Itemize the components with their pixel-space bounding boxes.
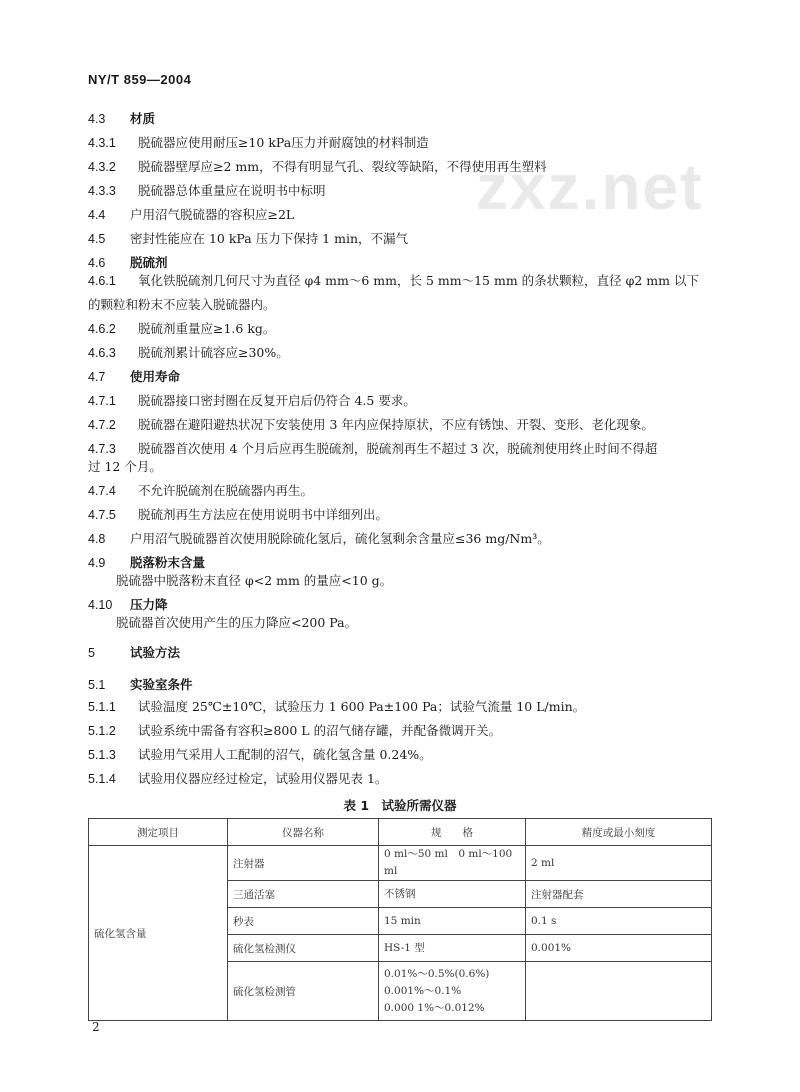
clause-number: 4.6.1 xyxy=(88,274,116,288)
spec-cell xyxy=(379,846,526,881)
paragraph-line xyxy=(88,531,550,547)
clause-text: 过 12 个月。 xyxy=(88,459,162,474)
spec-line: 不锈钢 xyxy=(384,887,416,900)
section-heading xyxy=(88,677,193,693)
clause-number: 4.3.3 xyxy=(88,184,116,198)
precision-cell: 注射器配套 xyxy=(526,881,712,908)
spec-line: 15 min xyxy=(384,914,421,927)
precision-cell: 0.1 s xyxy=(526,908,712,935)
clause-number: 4.7.5 xyxy=(88,508,116,522)
header-cell: 测定项目 xyxy=(89,819,228,846)
clause-number: 5.1.1 xyxy=(88,700,116,714)
clause-number: 4.6 xyxy=(88,256,106,270)
instrument-name-cell: 硫化氢检测管 xyxy=(228,962,379,1021)
clause-text: 脱硫剂 xyxy=(130,255,168,270)
clause-text: 试验用气采用人工配制的沼气，硫化氢含量 0.24%。 xyxy=(138,747,432,762)
clause-text: 密封性能应在 10 kPa 压力下保持 1 min，不漏气 xyxy=(130,231,409,246)
clause-text: 脱硫器壁厚应≥2 mm，不得有明显气孔、裂纹等缺陷，不得使用再生塑料 xyxy=(138,159,547,174)
clause-text: 试验系统中需备有容积≥800 L 的沼气储存罐，并配备微调开关。 xyxy=(138,723,502,738)
spec-line: 0.000 1%～0.012% xyxy=(384,1001,485,1014)
paragraph-line xyxy=(88,459,162,475)
paragraph-line xyxy=(88,273,699,289)
page-number: 2 xyxy=(92,1020,100,1034)
clause-text: 的颗粒和粉末不应装入脱硫器内。 xyxy=(88,297,276,312)
paragraph-line xyxy=(116,615,357,631)
clause-text: 脱硫器首次使用产生的压力降应<200 Pa。 xyxy=(116,615,358,630)
header-cell: 仪器名称 xyxy=(228,819,379,846)
clause-text: 不允许脱硫剂在脱硫器内再生。 xyxy=(138,483,314,498)
clause-number: 5.1.3 xyxy=(88,748,116,762)
table-header-row xyxy=(89,819,712,846)
header-cell: 精度或最小刻度 xyxy=(526,819,712,846)
clause-text: 户用沼气脱硫器的容积应≥2L xyxy=(130,207,295,222)
clause-text: 氧化铁脱硫剂几何尺寸为直径 φ4 mm～6 mm，长 5 mm～15 mm 的条状颗粒，直径 φ2 mm 以下 xyxy=(138,273,699,288)
paragraph-line xyxy=(88,771,387,787)
instrument-name-cell: 硫化氢检测仪 xyxy=(228,935,379,962)
instrument-name-cell: 秒表 xyxy=(228,908,379,935)
paragraph-line xyxy=(88,345,289,361)
clause-number: 4.6.3 xyxy=(88,346,116,360)
paragraph-line xyxy=(88,183,326,199)
clause-number: 4.8 xyxy=(88,532,106,546)
clause-number: 4.7.2 xyxy=(88,418,116,432)
clause-text: 材质 xyxy=(130,111,156,126)
clause-text: 脱硫剂重量应≥1.6 kg。 xyxy=(138,321,276,336)
clause-number: 4.6.2 xyxy=(88,322,116,336)
clause-number: 4.4 xyxy=(88,208,106,222)
section-heading xyxy=(88,597,168,613)
spec-cell xyxy=(379,935,526,962)
spec-line: 0.01%～0.5%(0.6%) xyxy=(384,967,490,980)
clause-text: 脱硫器总体重量应在说明书中标明 xyxy=(138,183,326,198)
clause-number: 5 xyxy=(88,646,95,660)
section-heading xyxy=(88,555,205,571)
clause-text: 脱硫剂累计硫容应≥30%。 xyxy=(138,345,289,360)
paragraph-line xyxy=(88,483,313,499)
spec-line: HS-1 型 xyxy=(384,941,425,954)
section-heading xyxy=(88,645,180,661)
clause-number: 4.5 xyxy=(88,232,106,246)
section-heading xyxy=(88,111,155,127)
clause-text: 脱硫器在避阳避热状况下安装使用 3 年内应保持原状，不应有锈蚀、开裂、变形、老化现象。 xyxy=(138,417,654,432)
instrument-name-cell: 三通活塞 xyxy=(228,881,379,908)
clause-text: 实验室条件 xyxy=(130,677,193,692)
clause-text: 脱硫器首次使用 4 个月后应再生脱硫剂，脱硫剂再生不超过 3 次，脱硫剂使用终止时间不得超 xyxy=(138,441,658,456)
clause-text: 试验方法 xyxy=(130,645,181,660)
spec-cell xyxy=(379,881,526,908)
paragraph-line xyxy=(88,159,547,175)
clause-number: 5.1.2 xyxy=(88,724,116,738)
instrument-table xyxy=(88,818,712,1021)
paragraph-line xyxy=(88,507,388,523)
clause-text: 试验温度 25℃±10℃，试验压力 1 600 Pa±100 Pa；试验气流量 10 L/min。 xyxy=(138,699,586,714)
spec-cell xyxy=(379,962,526,1021)
paragraph-line xyxy=(88,441,657,457)
spec-line: 0.001%～0.1% xyxy=(384,984,462,997)
table-row xyxy=(89,846,712,881)
measure-item-cell: 硫化氢含量 xyxy=(89,846,228,1021)
precision-cell: 0.001% xyxy=(526,935,712,962)
clause-number: 5.1 xyxy=(88,678,106,692)
clause-text: 使用寿命 xyxy=(130,369,181,384)
clause-text: 脱硫器中脱落粉末直径 φ<2 mm 的量应<10 g。 xyxy=(116,573,393,588)
paragraph-line xyxy=(88,231,408,247)
spec-cell xyxy=(379,908,526,935)
clause-text: 户用沼气脱硫器首次使用脱除硫化氢后，硫化氢剩余含量应≤36 mg/Nm³。 xyxy=(130,531,550,546)
clause-number: 4.3 xyxy=(88,112,106,126)
clause-number: 4.3.1 xyxy=(88,136,116,150)
precision-cell xyxy=(526,962,712,1021)
clause-text: 试验用仪器应经过检定，试验用仪器见表 1。 xyxy=(138,771,388,786)
clause-number: 4.10 xyxy=(88,598,113,612)
paragraph-line xyxy=(88,747,432,763)
paragraph-line xyxy=(88,321,275,337)
clause-number: 4.7.4 xyxy=(88,484,116,498)
paragraph-line xyxy=(88,699,585,715)
watermark: zxz.net xyxy=(476,151,704,223)
clause-text: 脱硫器接口密封圈在反复开启后仍符合 4.5 要求。 xyxy=(138,393,416,408)
table-caption: 表 1 试验所需仪器 xyxy=(343,798,457,813)
standard-number: NY/T 859—2004 xyxy=(88,72,192,87)
spec-line: 0 ml～50 ml 0 ml～100 ml xyxy=(384,848,513,877)
paragraph-line xyxy=(88,135,429,151)
clause-number: 4.7 xyxy=(88,370,106,384)
precision-cell: 2 ml xyxy=(526,846,712,881)
clause-number: 4.9 xyxy=(88,556,106,570)
paragraph-line xyxy=(88,297,276,313)
clause-number: 4.7.3 xyxy=(88,442,116,456)
section-heading xyxy=(88,369,180,385)
clause-number: 5.1.4 xyxy=(88,772,116,786)
paragraph-line xyxy=(88,417,654,433)
paragraph-line xyxy=(88,393,416,409)
clause-text: 脱硫剂再生方法应在使用说明书中详细列出。 xyxy=(138,507,389,522)
instrument-name-cell: 注射器 xyxy=(228,846,379,881)
clause-text: 脱落粉末含量 xyxy=(130,555,206,570)
paragraph-line xyxy=(88,723,501,739)
section-heading xyxy=(88,255,168,271)
paragraph-line xyxy=(88,207,294,223)
clause-text: 脱硫器应使用耐压≥10 kPa压力并耐腐蚀的材料制造 xyxy=(138,135,429,150)
clause-number: 4.7.1 xyxy=(88,394,116,408)
clause-number: 4.3.2 xyxy=(88,160,116,174)
clause-text: 压力降 xyxy=(130,597,168,612)
paragraph-line xyxy=(116,573,392,589)
header-cell: 规 格 xyxy=(379,819,526,846)
